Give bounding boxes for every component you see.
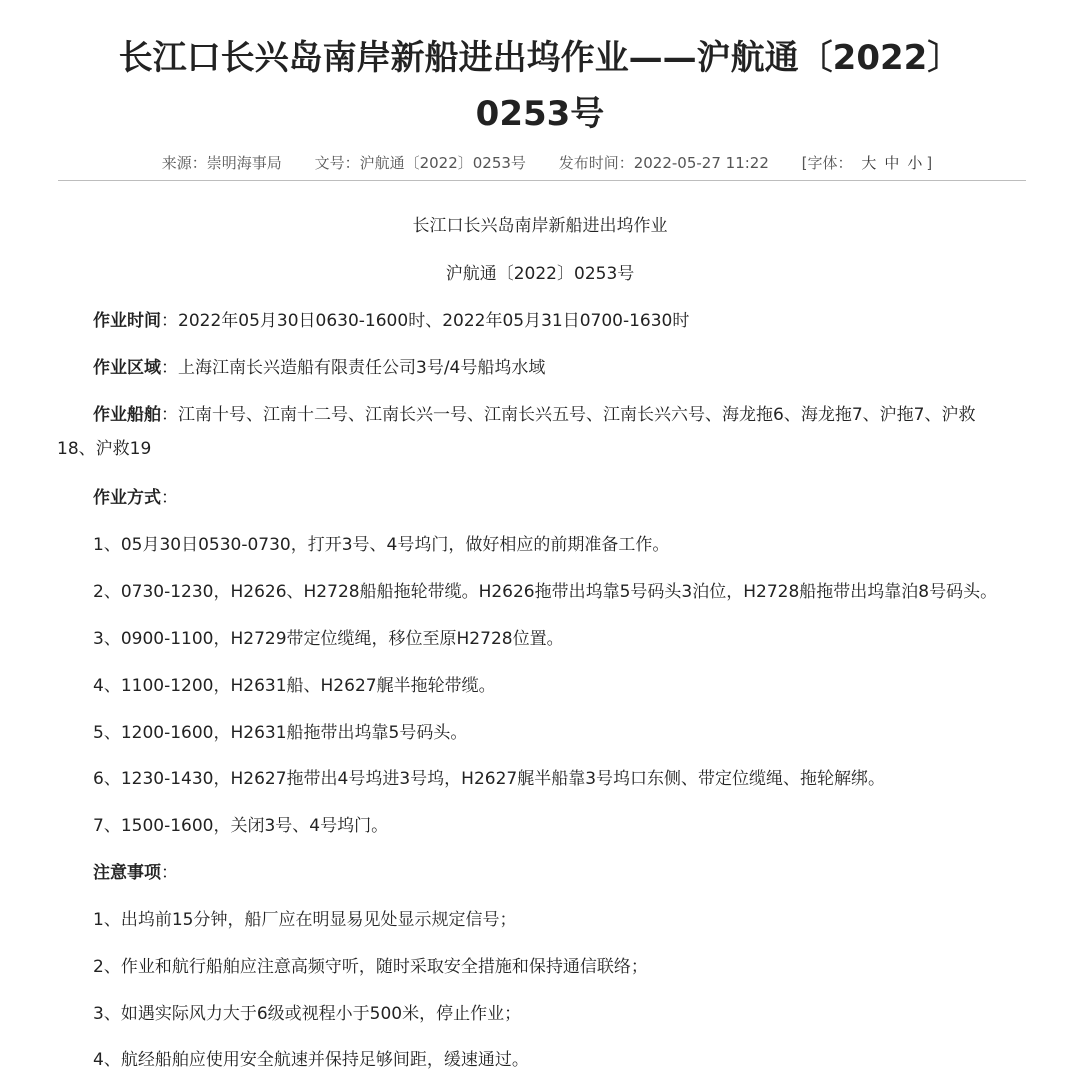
meta-doc-number: 文号：沪航通〔2022〕0253号 (314, 154, 526, 172)
font-size-switcher (802, 154, 933, 172)
notes-colon: ： (161, 863, 178, 883)
notes-item: 2、作业和航行船舶应注意高频守听，随时采取安全措施和保持通信联络； (93, 957, 648, 977)
work-method-item: 2、0730-1230，H2626、H2728船船拖轮带缆。H2626拖带出坞靠5号码头3泊位，H2728船拖带出坞靠泊8号码头。 (93, 582, 998, 602)
work-method-item: 5、1200-1600，H2631船拖带出坞靠5号码头。 (93, 723, 468, 743)
notes-item: 1、出坞前15分钟，船厂应在明显易见处显示规定信号； (93, 910, 517, 930)
header-divider (58, 180, 1026, 181)
work-area-label: 作业区域 (93, 358, 161, 378)
work-time-label: 作业时间 (93, 311, 161, 331)
work-vessels-label: 作业船舶 (93, 405, 161, 425)
work-method-item: 4、1100-1200，H2631船、H2627艉半拖轮带缆。 (93, 676, 496, 696)
notes-heading (93, 858, 178, 883)
body-doc-number: 沪航通〔2022〕0253号 (445, 264, 635, 284)
notes-item: 3、如遇实际风力大于6级或视程小于500米，停止作业； (93, 1004, 522, 1024)
work-area-value: ：上海江南长兴造船有限责任公司3号/4号船坞水域 (161, 358, 546, 378)
work-vessels-value-line-1: ：江南十号、江南十二号、江南长兴一号、江南长兴五号、江南长兴六号、海龙拖6、海龙拖7、沪拖7、沪救 (161, 405, 976, 425)
font-size-label: [字体： (801, 154, 853, 172)
font-size-large-button[interactable]: 大 (861, 154, 877, 172)
work-vessels-paragraph (93, 400, 975, 425)
meta-source: 来源：崇明海事局 (161, 154, 282, 172)
notes-item: 4、航经船舶应使用安全航速并保持足够间距，缓速通过。 (93, 1050, 529, 1070)
work-method-label: 作业方式 (93, 488, 161, 508)
work-method-item: 1、05月30日0530-0730，打开3号、4号坞门，做好相应的前期准备工作。 (93, 535, 670, 555)
article-title-line-1: 长江口长兴岛南岸新船进出坞作业——沪航通〔2022〕 (118, 38, 962, 78)
work-method-item: 6、1230-1430，H2627拖带出4号坞进3号坞，H2627艉半船靠3号坞口东侧、带定位缆绳、拖轮解绑。 (93, 769, 886, 789)
work-time-value: ：2022年05月30日0630-1600时、2022年05月31日0700-1630时 (161, 311, 690, 331)
font-size-close-bracket: ] (926, 154, 933, 172)
body-subtitle: 长江口长兴岛南岸新船进出坞作业 (412, 216, 668, 236)
meta-publish-time: 发布时间：2022-05-27 11:22 (558, 154, 769, 172)
work-time-paragraph (93, 306, 689, 331)
work-method-item: 3、0900-1100，H2729带定位缆绳，移位至原H2728位置。 (93, 629, 564, 649)
work-area-paragraph (93, 353, 545, 378)
font-size-medium-button[interactable]: 中 (884, 154, 900, 172)
article-meta (60, 152, 1020, 173)
work-vessels-value-line-2: 18、沪救19 (57, 439, 152, 459)
article-title-line-2: 0253号 (475, 94, 605, 134)
work-method-heading (93, 483, 178, 508)
font-size-small-button[interactable]: 小 (907, 154, 923, 172)
work-method-item: 7、1500-1600，关闭3号、4号坞门。 (93, 816, 389, 836)
work-method-colon: ： (161, 488, 178, 508)
notes-label: 注意事项 (93, 863, 161, 883)
